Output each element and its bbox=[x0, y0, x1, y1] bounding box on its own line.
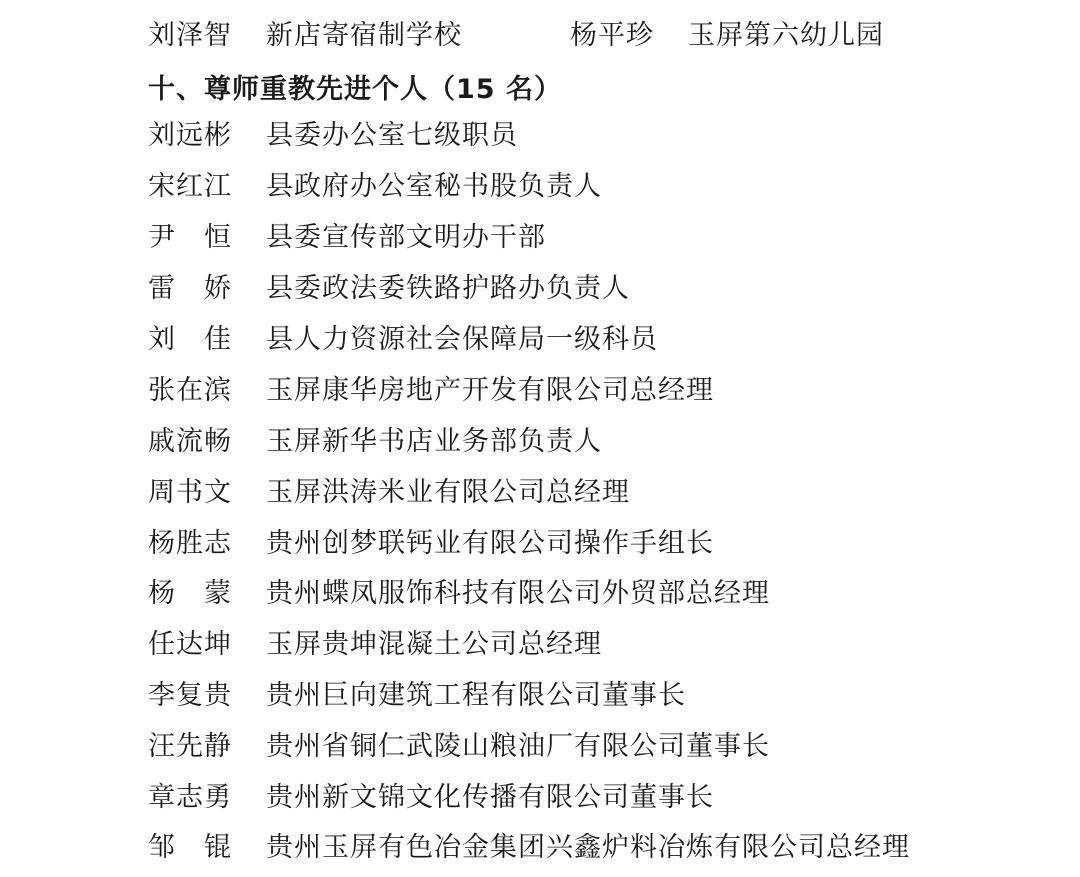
person-name: 李复贵 bbox=[148, 680, 232, 711]
person-name: 杨胜志 bbox=[148, 528, 232, 559]
person-organization: 贵州巨向建筑工程有限公司董事长 bbox=[266, 680, 686, 711]
person-organization: 玉屏康华房地产开发有限公司总经理 bbox=[266, 375, 714, 406]
person-organization: 贵州蝶凤服饰科技有限公司外贸部总经理 bbox=[266, 578, 770, 609]
person-organization: 贵州玉屏有色冶金集团兴鑫炉料冶炼有限公司总经理 bbox=[266, 832, 910, 863]
person-name: 周书文 bbox=[148, 477, 232, 508]
person-organization: 玉屏贵坤混凝土公司总经理 bbox=[266, 629, 602, 660]
person-name: 戚流畅 bbox=[148, 426, 232, 457]
person-organization: 县人力资源社会保障局一级科员 bbox=[266, 324, 658, 355]
person-organization: 玉屏新华书店业务部负责人 bbox=[266, 426, 602, 457]
person-name: 章志勇 bbox=[148, 782, 232, 813]
person-name: 刘泽智 bbox=[148, 20, 232, 51]
person-name: 任达坤 bbox=[148, 629, 232, 660]
person-name: 刘 佳 bbox=[148, 324, 232, 355]
person-name: 张在滨 bbox=[148, 375, 232, 406]
person-organization: 县委宣传部文明办干部 bbox=[266, 222, 546, 253]
person-name: 尹 恒 bbox=[148, 222, 232, 253]
person-name: 刘远彬 bbox=[148, 120, 232, 151]
person-name: 邹 锟 bbox=[148, 832, 232, 863]
person-name: 杨 蒙 bbox=[148, 578, 232, 609]
person-name: 杨平珍 bbox=[570, 20, 654, 51]
person-organization: 贵州创梦联钙业有限公司操作手组长 bbox=[266, 528, 714, 559]
person-name: 汪先静 bbox=[148, 731, 232, 762]
person-organization: 贵州省铜仁武陵山粮油厂有限公司董事长 bbox=[266, 731, 770, 762]
person-name: 宋红江 bbox=[148, 171, 232, 202]
person-organization: 贵州新文锦文化传播有限公司董事长 bbox=[266, 782, 714, 813]
person-organization: 县委政法委铁路护路办负责人 bbox=[266, 273, 630, 304]
person-organization: 玉屏第六幼儿园 bbox=[688, 20, 884, 51]
person-organization: 县政府办公室秘书股负责人 bbox=[266, 171, 602, 202]
person-name: 雷 娇 bbox=[148, 273, 232, 304]
person-organization: 玉屏洪涛米业有限公司总经理 bbox=[266, 477, 630, 508]
person-organization: 新店寄宿制学校 bbox=[266, 20, 462, 51]
section-heading: 十、尊师重教先进个人（15 名） bbox=[148, 74, 562, 105]
person-organization: 县委办公室七级职员 bbox=[266, 120, 518, 151]
